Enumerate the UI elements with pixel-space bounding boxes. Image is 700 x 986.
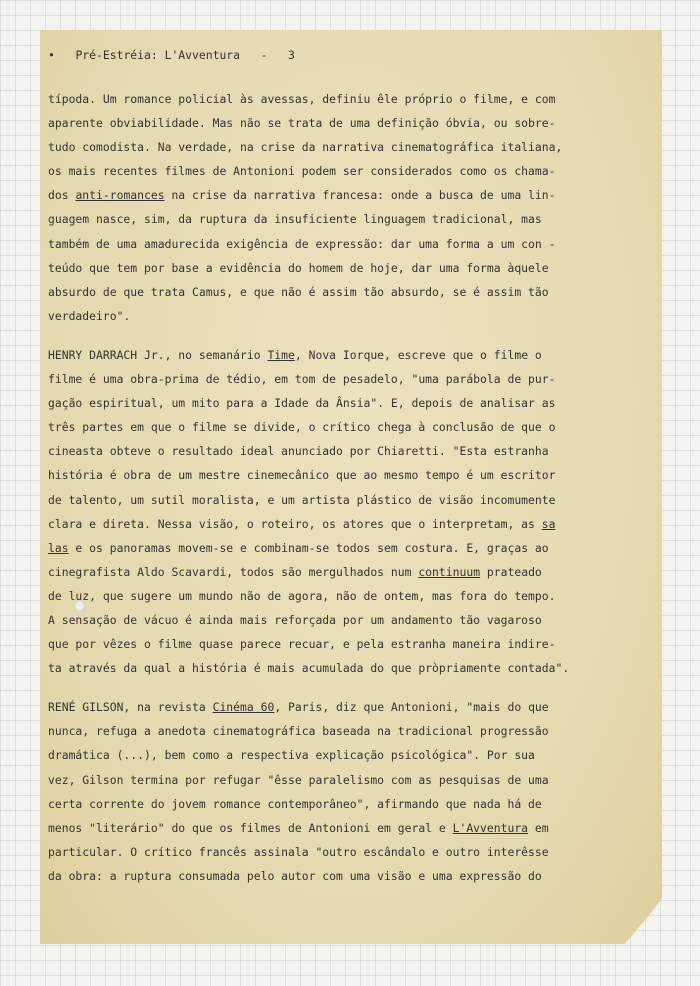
text-line bbox=[48, 183, 640, 207]
text-line bbox=[48, 816, 640, 840]
text-segment: da obra: a ruptura consumada pelo autor com uma visão e uma expressão do bbox=[48, 868, 542, 883]
text-segment: vez, Gilson termina por refugar "êsse paralelismo com as pesquisas de uma bbox=[48, 772, 549, 787]
text-line bbox=[48, 792, 640, 816]
text-line bbox=[48, 232, 640, 256]
text-segment: típoda. Um romance policial às avessas, definiu êle próprio o filme, e com bbox=[48, 92, 556, 106]
text-line bbox=[48, 159, 640, 183]
text-segment: também de uma amadurecida exigência de expressão: dar uma forma a um con - bbox=[48, 236, 556, 251]
text-segment: ta através da qual a história é mais acumulada do que pròpriamente contada". bbox=[48, 661, 570, 676]
text-line bbox=[48, 656, 640, 680]
header-dash: - bbox=[260, 48, 268, 62]
text-line bbox=[48, 87, 640, 111]
text-line bbox=[48, 256, 640, 280]
text-segment: gação espiritual, um mito para a Idade da Ânsia". E, depois de analisar as bbox=[48, 396, 556, 411]
text-segment: em bbox=[528, 820, 549, 835]
text-segment: filme é uma obra-prima de tédio, em tom de pesadelo, "uma parábola de pur- bbox=[48, 372, 556, 387]
underlined-term: las bbox=[48, 540, 69, 555]
text-segment: dos bbox=[48, 188, 76, 203]
text-segment: prateado bbox=[480, 564, 542, 579]
text-segment: que por vêzes o filme quase parece recuar, e pela estranha maneira indire- bbox=[48, 637, 556, 652]
text-line bbox=[48, 488, 640, 512]
text-line bbox=[48, 391, 640, 415]
text-segment: menos "literário" do que os filmes de Antonioni em geral e bbox=[48, 820, 453, 835]
text-segment: dramática (...), bem como a respectiva explicação psicológica". Por sua bbox=[48, 748, 535, 763]
text-line bbox=[48, 743, 640, 767]
text-segment: e os panoramas movem-se e combinam-se todos sem costura. E, graças ao bbox=[68, 540, 549, 555]
text-segment: guagem nasce, sim, da ruptura da insuficiente linguagem tradicional, mas bbox=[48, 212, 542, 227]
text-line bbox=[48, 280, 640, 304]
text-line bbox=[48, 439, 640, 463]
text-line bbox=[48, 584, 640, 608]
text-line bbox=[48, 840, 640, 864]
text-line bbox=[48, 632, 640, 656]
text-segment: certa corrente do jovem romance contemporâneo", afirmando que nada há de bbox=[48, 796, 542, 811]
text-line bbox=[48, 536, 640, 560]
underlined-term: Time bbox=[267, 347, 295, 362]
page-header bbox=[48, 45, 640, 65]
underlined-term: anti-romances bbox=[75, 188, 165, 203]
header-title: Pré-Estréia: L'Avventura bbox=[75, 48, 241, 62]
text-segment: tudo comodista. Na verdade, na crise da narrativa cinematográfica italiana, bbox=[48, 140, 563, 155]
text-segment: , Paris, diz que Antonioni, "mais do que bbox=[274, 700, 549, 715]
text-segment: na crise da narrativa francesa: onde a busca de uma lin- bbox=[164, 188, 556, 203]
text-segment: cineasta obteve o resultado ideal anunciado por Chiaretti. "Esta estranha bbox=[48, 444, 549, 459]
underlined-term: sa bbox=[541, 516, 556, 531]
text-line bbox=[48, 608, 640, 632]
text-line bbox=[48, 512, 640, 536]
text-line bbox=[48, 560, 640, 584]
underlined-term: Cinéma 60 bbox=[212, 700, 275, 715]
text-segment: três partes em que o filme se divide, o crítico chega à conclusão de que o bbox=[48, 420, 556, 435]
text-line bbox=[48, 719, 640, 743]
text-segment: teúdo que tem por base a evidência do homem de hoje, dar uma forma àquele bbox=[48, 260, 549, 275]
text-line bbox=[48, 111, 640, 135]
text-segment: os mais recentes filmes de Antonioni podem ser considerados como os chama- bbox=[48, 164, 556, 179]
page-number: 3 bbox=[288, 48, 295, 62]
text-segment: nunca, refuga a anedota cinematográfica baseada na tradicional progressão bbox=[48, 724, 549, 739]
underlined-term: continuum bbox=[418, 564, 481, 579]
text-line bbox=[48, 207, 640, 231]
text-line bbox=[48, 463, 640, 487]
text-segment: RENÉ GILSON, na revista bbox=[48, 700, 213, 715]
paragraph bbox=[48, 695, 640, 888]
text-line bbox=[48, 343, 640, 367]
body-text bbox=[48, 87, 640, 888]
text-line bbox=[48, 135, 640, 159]
text-segment: absurdo de que trata Camus, e que não é assim tão absurdo, se é assim tão bbox=[48, 284, 549, 299]
text-segment: aparente obviabilidade. Mas não se trata de uma definição óbvia, ou sobre- bbox=[48, 116, 556, 131]
text-line bbox=[48, 768, 640, 792]
typed-page bbox=[48, 45, 640, 903]
text-line bbox=[48, 864, 640, 888]
header-bullet: • bbox=[48, 48, 55, 62]
text-line bbox=[48, 304, 640, 328]
text-segment: A sensação de vácuo é ainda mais reforçada por um andamento tão vagaroso bbox=[48, 612, 542, 627]
text-segment: , Nova Iorque, escreve que o filme o bbox=[294, 347, 542, 362]
text-line bbox=[48, 695, 640, 719]
text-segment: HENRY DARRACH Jr., no semanário bbox=[48, 347, 268, 362]
paragraph bbox=[48, 87, 640, 328]
paragraph bbox=[48, 343, 640, 680]
underlined-term: L'Avventura bbox=[452, 820, 529, 835]
text-segment: particular. O crítico francês assinala "outro escândalo e outro interêsse bbox=[48, 844, 549, 859]
text-segment: cinegrafista Aldo Scavardi, todos são mergulhados num bbox=[48, 564, 419, 579]
text-segment: história é obra de um mestre cinemecânico que ao mesmo tempo é um escritor bbox=[48, 468, 556, 483]
text-segment: de luz, que sugere um mundo não de agora, não de ontem, mas fora do tempo. bbox=[48, 588, 556, 603]
text-line bbox=[48, 415, 640, 439]
text-line bbox=[48, 367, 640, 391]
text-segment: de talento, um sutil moralista, e um artista plástico de visão incomumente bbox=[48, 492, 556, 507]
text-segment: verdadeiro". bbox=[48, 308, 131, 323]
text-segment: clara e direta. Nessa visão, o roteiro, os atores que o interpretam, as bbox=[48, 516, 542, 531]
